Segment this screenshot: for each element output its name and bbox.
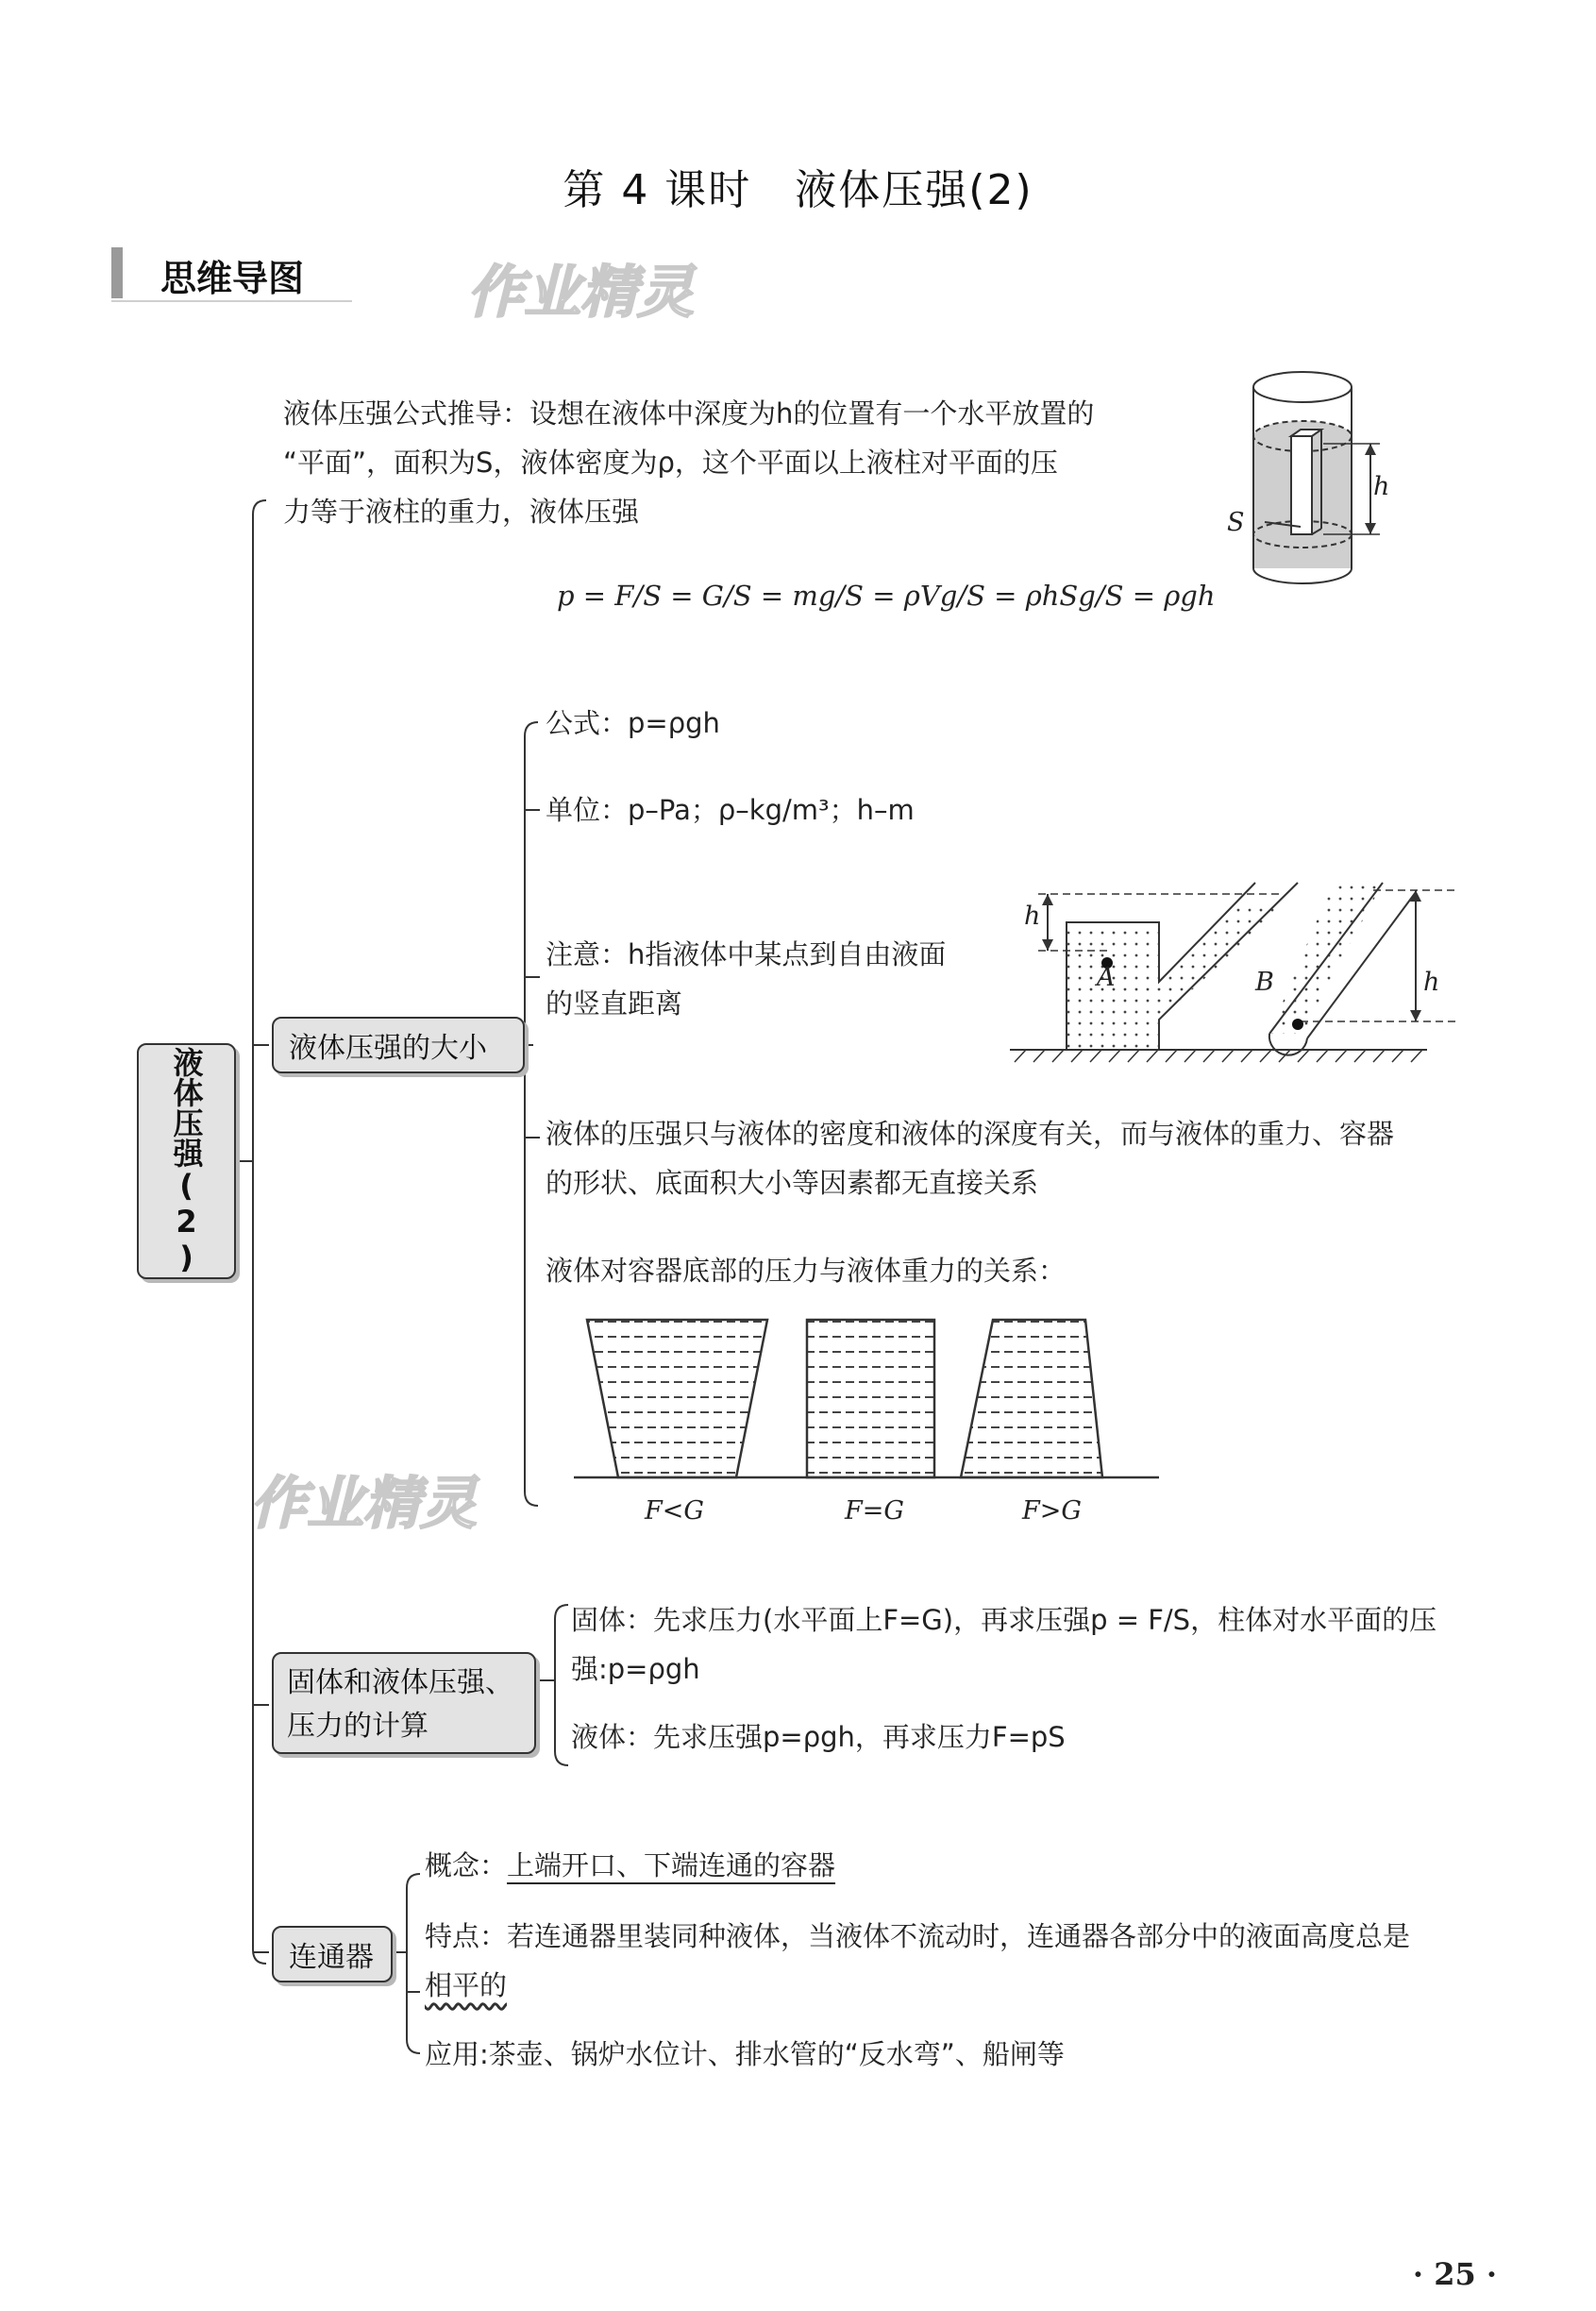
node-connected-vessels-label: 连通器 bbox=[289, 1941, 374, 1974]
watermark-middle: 作业精灵 bbox=[250, 1471, 477, 1537]
depth-label-b: B bbox=[1255, 968, 1274, 997]
connected-feature-line-1: 特点：若连通器里装同种液体，当液体不流动时，连通器各部分中的液面高度总是 bbox=[425, 1920, 1411, 1952]
magnitude-units: 单位：p–Pa；ρ–kg/m³；h–m bbox=[546, 794, 915, 826]
section-heading: 思维导图 bbox=[160, 258, 305, 299]
calculation-solid-line-1: 固体：先求压力(水平面上F=G)，再求压强p = F/S，柱体对水平面的压 bbox=[571, 1604, 1437, 1636]
derivation-line-2: “平面”，面积为S，液体密度为ρ，这个平面以上液柱对平面的压 bbox=[283, 447, 1058, 479]
node-liquid-pressure-magnitude-label: 液体压强的大小 bbox=[289, 1032, 487, 1065]
depth-label-h2: h bbox=[1423, 968, 1440, 997]
container-label-equal: F=G bbox=[845, 1496, 904, 1526]
magnitude-relation-line-1: 液体的压强只与液体的密度和液体的深度有关，而与液体的重力、容器 bbox=[546, 1118, 1395, 1150]
magnitude-relation-line-2: 的形状、底面积大小等因素都无直接关系 bbox=[546, 1167, 1039, 1199]
container-label-less: F<G bbox=[645, 1496, 704, 1526]
depth-figure bbox=[1010, 883, 1458, 1062]
page-title: 第 4 课时 液体压强(2) bbox=[563, 166, 1033, 214]
derivation-line-1: 液体压强公式推导：设想在液体中深度为h的位置有一个水平放置的 bbox=[283, 397, 1095, 430]
connected-concept-text: 上端开口、下端连通的容器 bbox=[507, 1849, 836, 1881]
watermark-top: 作业精灵 bbox=[467, 260, 694, 326]
magnitude-container-heading: 液体对容器底部的压力与液体重力的关系： bbox=[546, 1255, 1067, 1287]
node-liquid-pressure-magnitude bbox=[272, 1017, 525, 1073]
magnitude-formula: 公式：p=ρgh bbox=[546, 707, 720, 739]
node-pressure-calculation bbox=[272, 1652, 536, 1754]
root-node bbox=[137, 1043, 236, 1279]
derivation-line-3: 力等于液柱的重力，液体压强 bbox=[283, 496, 640, 528]
page-number: · 25 · bbox=[1412, 2256, 1497, 2292]
magnitude-note-line-2: 的竖直距离 bbox=[546, 987, 683, 1020]
connected-concept-prefix: 概念： bbox=[425, 1849, 508, 1881]
container-label-greater: F>G bbox=[1022, 1496, 1082, 1526]
node-pressure-calculation-line-1: 固体和液体压强、 bbox=[287, 1666, 513, 1699]
depth-label-a: A bbox=[1097, 963, 1116, 992]
containers-figure bbox=[574, 1320, 1159, 1477]
connected-feature-line-2: 相平的 bbox=[425, 1969, 508, 2001]
node-pressure-calculation-line-2: 压力的计算 bbox=[287, 1710, 428, 1743]
connected-application: 应用:茶壶、锅炉水位计、排水管的“反水弯”、船闸等 bbox=[425, 2038, 1065, 2070]
root-node-label: 液体压强(2) bbox=[168, 1047, 205, 1275]
calculation-liquid-line: 液体：先求压强p=ρgh，再求压力F=pS bbox=[571, 1721, 1066, 1753]
cylinder-label-s: S bbox=[1227, 508, 1245, 537]
calculation-solid-line-2: 强:p=ρgh bbox=[571, 1653, 700, 1685]
cylinder-label-h: h bbox=[1373, 472, 1390, 501]
depth-label-h1: h bbox=[1024, 902, 1041, 931]
cylinder-figure bbox=[1253, 372, 1380, 583]
derivation-formula: p = F/S = G/S = mg/S = ρVg/S = ρhSg/S = ρgh bbox=[557, 580, 1216, 612]
node-connected-vessels bbox=[272, 1926, 393, 1982]
magnitude-note-line-1: 注意：h指液体中某点到自由液面 bbox=[546, 938, 947, 970]
connected-concept bbox=[425, 1841, 835, 1890]
